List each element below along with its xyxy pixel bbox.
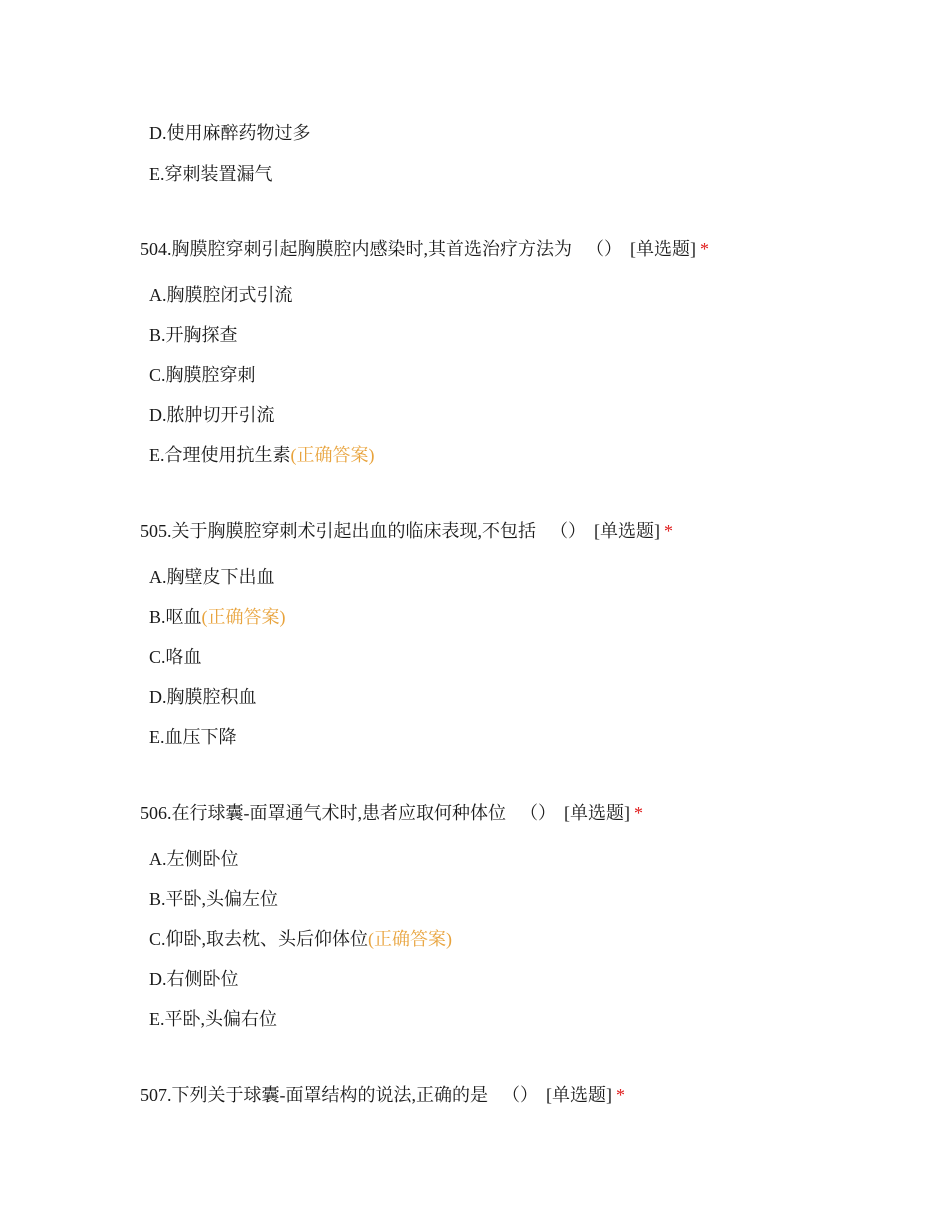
question-type: [单选题]	[594, 521, 660, 541]
required-mark: *	[634, 803, 643, 823]
required-mark: *	[616, 1085, 625, 1105]
option-text: C.胸膜腔穿刺	[149, 365, 256, 385]
question-text: 507.下列关于球囊-面罩结构的说法,正确的是	[140, 1085, 488, 1105]
option-text: C.咯血	[149, 647, 202, 667]
correct-answer-mark: (正确答案)	[368, 929, 453, 949]
question-type: [单选题]	[564, 803, 630, 823]
option-text: A.左侧卧位	[149, 849, 239, 869]
question-title	[140, 802, 643, 824]
question-title	[140, 238, 709, 260]
option-text: E.穿刺装置漏气	[149, 164, 273, 184]
option-item	[149, 566, 275, 588]
option-text: E.平卧,头偏右位	[149, 1009, 277, 1029]
question-title	[140, 520, 673, 542]
option-item	[149, 324, 238, 346]
option-text: E.血压下降	[149, 727, 237, 747]
option-text: A.胸壁皮下出血	[149, 567, 275, 587]
required-mark: *	[700, 239, 709, 259]
question-type: [单选题]	[630, 239, 696, 259]
option-item	[149, 726, 237, 748]
option-item	[149, 444, 375, 466]
option-item	[149, 1008, 277, 1030]
option-text: E.合理使用抗生素	[149, 445, 291, 465]
question-text: 504.胸膜腔穿刺引起胸膜腔内感染时,其首选治疗方法为	[140, 239, 572, 259]
answer-paren: （）	[520, 803, 556, 823]
question-text: 505.关于胸膜腔穿刺术引起出血的临床表现,不包括	[140, 521, 536, 541]
option-text: D.右侧卧位	[149, 969, 239, 989]
option-item	[149, 404, 275, 426]
option-item	[149, 968, 239, 990]
option-item	[149, 646, 202, 668]
answer-paren: （）	[550, 521, 586, 541]
option-item	[149, 284, 293, 306]
option-text: A.胸膜腔闭式引流	[149, 285, 293, 305]
option-text: D.脓肿切开引流	[149, 405, 275, 425]
option-text: D.胸膜腔积血	[149, 687, 257, 707]
option-item	[149, 364, 256, 386]
answer-paren: （）	[586, 239, 622, 259]
option-item	[149, 686, 257, 708]
option-text: C.仰卧,取去枕、头后仰体位	[149, 929, 369, 949]
option-item	[149, 928, 452, 950]
question-title	[140, 1084, 625, 1106]
option-item	[149, 888, 278, 910]
option-text: B.开胸探查	[149, 325, 238, 345]
question-type: [单选题]	[546, 1085, 612, 1105]
option-item	[149, 163, 273, 185]
answer-paren: （）	[502, 1085, 538, 1105]
option-item	[149, 848, 239, 870]
option-text: D.使用麻醉药物过多	[149, 123, 311, 143]
question-text: 506.在行球囊-面罩通气术时,患者应取何种体位	[140, 803, 506, 823]
required-mark: *	[664, 521, 673, 541]
correct-answer-mark: (正确答案)	[290, 445, 375, 465]
correct-answer-mark: (正确答案)	[201, 607, 286, 627]
option-text: B.呕血	[149, 607, 202, 627]
option-text: B.平卧,头偏左位	[149, 889, 279, 909]
option-item	[149, 606, 286, 628]
option-item	[149, 122, 311, 144]
